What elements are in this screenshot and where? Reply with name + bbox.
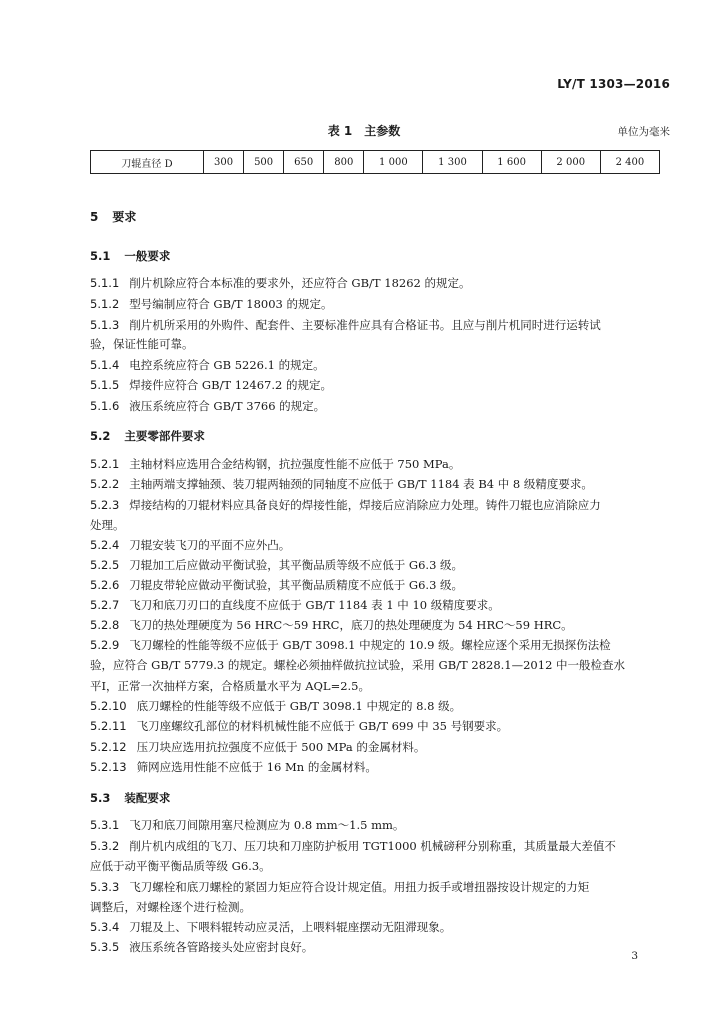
table-cell: 650: [284, 151, 324, 174]
section-5-heading: 5 要求: [90, 210, 137, 224]
clause-5-2-9-continued-2: 平Ⅰ，正常一次抽样方案，合格质量水平为 AQL=2.5。: [90, 679, 370, 693]
page-number: 3: [631, 950, 638, 962]
clause-5-2-11: 5.2.11 飞刀座螺纹孔部位的材料机械性能不应低于 GB/T 699 中 35 号钢要求。: [90, 719, 509, 733]
section-5-2-heading: 5.2 主要零部件要求: [90, 429, 205, 443]
clause-5-3-2-continued: 应低于动平衡平衡品质等级 G6.3。: [90, 859, 271, 873]
clause-5-2-4: 5.2.4 刀辊安装飞刀的平面不应外凸。: [90, 538, 291, 552]
table-cell: 300: [204, 151, 244, 174]
clause-5-2-9: 5.2.9 飞刀螺栓的性能等级不应低于 GB/T 3098.1 中规定的 10.9 级。螺栓应逐个采用无损探伤法检: [90, 638, 611, 652]
table-cell: 2 000: [541, 151, 600, 174]
clause-5-2-6: 5.2.6 刀辊皮带轮应做动平衡试验，其平衡品质精度不应低于 G6.3 级。: [90, 578, 464, 592]
clause-5-2-12: 5.2.12 压刀块应选用抗拉强度不应低于 500 MPa 的金属材料。: [90, 740, 426, 754]
clause-5-1-5: 5.1.5 焊接件应符合 GB/T 12467.2 的规定。: [90, 378, 332, 392]
clause-5-3-3: 5.3.3 飞刀螺栓和底刀螺栓的紧固力矩应符合设计规定值。用扭力扳手或增扭器按设计规定的力矩: [90, 880, 590, 894]
clause-5-3-1: 5.3.1 飞刀和底刀间隙用塞尺检测应为 0.8 mm～1.5 mm。: [90, 818, 405, 832]
clause-5-2-7: 5.2.7 飞刀和底刀刃口的直线度不应低于 GB/T 1184 表 1 中 10 级精度要求。: [90, 598, 500, 612]
clause-5-1-3: 5.1.3 削片机所采用的外购件、配套件、主要标准件应具有合格证书。且应与削片机同时进行运转试: [90, 318, 601, 332]
clause-5-1-4: 5.1.4 电控系统应符合 GB 5226.1 的规定。: [90, 358, 325, 372]
table-caption: 表 1 主参数: [327, 124, 401, 138]
clause-5-3-2: 5.3.2 削片机内成组的飞刀、压刀块和刀座防护板用 TGT1000 机械磅秤分别称重，其质量最大差值不: [90, 839, 616, 853]
clause-5-3-3-continued: 调整后，对螺栓逐个进行检测。: [90, 900, 251, 914]
clause-5-2-8: 5.2.8 飞刀的热处理硬度为 56 HRC～59 HRC，底刀的热处理硬度为 54 HRC～59 HRC。: [90, 618, 573, 632]
clause-5-2-13: 5.2.13 筛网应选用性能不应低于 16 Mn 的金属材料。: [90, 760, 377, 774]
clause-5-1-2: 5.1.2 型号编制应符合 GB/T 18003 的规定。: [90, 297, 333, 311]
clause-5-1-3-continued: 验，保证性能可靠。: [90, 337, 194, 351]
clause-5-2-3-continued: 处理。: [90, 518, 125, 532]
clause-5-1-6: 5.1.6 液压系统应符合 GB/T 3766 的规定。: [90, 399, 326, 413]
clause-5-1-1: 5.1.1 削片机除应符合本标准的要求外，还应符合 GB/T 18262 的规定。: [90, 276, 471, 290]
table-cell: 1 000: [364, 151, 423, 174]
table-row: [91, 151, 660, 174]
standard-code: LY/T 1303—2016: [557, 77, 670, 91]
table-head-cell: 刀辊直径 D: [91, 151, 204, 174]
table-unit: 单位为毫米: [617, 126, 670, 138]
section-5-3-heading: 5.3 装配要求: [90, 791, 171, 805]
table-cell: 2 400: [600, 151, 659, 174]
main-parameter-table: [90, 150, 660, 174]
clause-5-3-4: 5.3.4 刀辊及上、下喂料辊转动应灵活，上喂料辊座摆动无阻滞现象。: [90, 920, 452, 934]
table-cell: 1 300: [423, 151, 482, 174]
clause-5-2-2: 5.2.2 主轴两端支撑轴颈、装刀辊两轴颈的同轴度不应低于 GB/T 1184 表 B4 中 8 级精度要求。: [90, 477, 593, 491]
clause-5-2-10: 5.2.10 底刀螺栓的性能等级不应低于 GB/T 3098.1 中规定的 8.8 级。: [90, 699, 462, 713]
clause-5-2-3: 5.2.3 焊接结构的刀辊材料应具备良好的焊接性能，焊接后应消除应力处理。铸件刀辊也应消除应力: [90, 498, 601, 512]
section-5-1-heading: 5.1 一般要求: [90, 249, 171, 263]
table-cell: 800: [324, 151, 364, 174]
clause-5-2-1: 5.2.1 主轴材料应选用合金结构钢，抗拉强度性能不应低于 750 MPa。: [90, 457, 461, 471]
clause-5-2-5: 5.2.5 刀辊加工后应做动平衡试验，其平衡品质等级不应低于 G6.3 级。: [90, 558, 464, 572]
table-cell: 1 600: [482, 151, 541, 174]
clause-5-2-9-continued: 验，应符合 GB/T 5779.3 的规定。螺栓必须抽样做抗拉试验，采用 GB/T 2828.1—2012 中一般检查水: [90, 658, 626, 672]
clause-5-3-5: 5.3.5 液压系统各管路接头处应密封良好。: [90, 940, 314, 954]
table-cell: 500: [244, 151, 284, 174]
